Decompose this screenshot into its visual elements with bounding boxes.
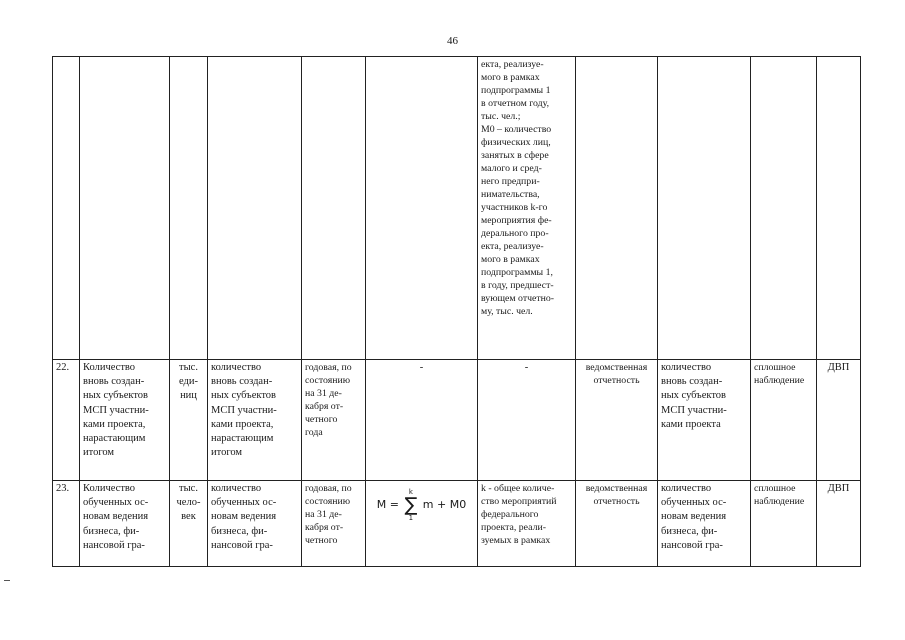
row-number: 23.: [56, 483, 70, 494]
formula-text: -: [419, 362, 424, 373]
cell-unit: [170, 57, 208, 360]
unit: тыс. чело- век: [176, 483, 201, 523]
cell-source: [576, 481, 658, 567]
cell-responsible: [817, 360, 861, 481]
formula-rhs: m + M0: [422, 498, 467, 511]
cell-object: [658, 481, 751, 567]
cell-description: [478, 360, 576, 481]
cell-object: [658, 57, 751, 360]
collection-method: сплошное наблюдение: [754, 362, 805, 386]
row-number: 22.: [56, 362, 70, 373]
table-row-23: [53, 481, 861, 567]
collection-method: сплошное наблюдение: [754, 483, 805, 507]
description-text: -: [524, 362, 529, 373]
indicator-name: Количество вновь создан- ных субъектов МСП участни- ками проекта, нарастающим итогом: [83, 362, 149, 459]
cell-responsible: [817, 481, 861, 567]
periodicity: годовая, по состоянию на 31 де- кабря от- четного: [305, 483, 352, 546]
cell-method: [751, 57, 817, 360]
cell-name: [80, 481, 170, 567]
cell-definition: [208, 57, 302, 360]
definition: количество вновь создан- ных субъектов МСП участни- ками проекта, нарастающим итогом: [211, 362, 277, 459]
cell-name: [80, 360, 170, 481]
cell-object: [658, 360, 751, 481]
responsible-body: ДВП: [827, 362, 850, 373]
cell-description: [478, 481, 576, 567]
formula: [369, 482, 474, 522]
cell-num: [53, 57, 80, 360]
table-row-continuation: [53, 57, 861, 360]
formula-lhs: M =: [376, 498, 399, 511]
table-row-22: [53, 360, 861, 481]
definition: количество обученных ос- новам ведения бизнеса, фи- нансовой гра-: [211, 483, 277, 551]
description-text: k - общее количе- ство мероприятий федерального проекта, реали- зуемых в рамках: [481, 483, 557, 546]
unit: тыс. еди- ниц: [179, 362, 198, 402]
description-text: екта, реализуе- мого в рамках подпрограммы 1 в отчетном году, тыс. чел.; М0 – количество физических лиц, занятых в сфере малого и сред- него предпри- нимательства, участников k-го мероприятия фе- дерального про- екта, реализуе- мого в рамках подпрограммы 1, в году, предшест- вующем отчетно- му, тыс. чел.: [481, 59, 555, 317]
cell-source: [576, 360, 658, 481]
cell-method: [751, 360, 817, 481]
cell-name: [80, 57, 170, 360]
observation-object: количество обученных ос- новам ведения бизнеса, фи- нансовой гра-: [661, 483, 727, 551]
scan-margin-mark: [4, 580, 10, 581]
cell-unit: [170, 481, 208, 567]
cell-periodicity: [302, 57, 366, 360]
cell-periodicity: [302, 481, 366, 567]
indicator-table: [52, 56, 861, 567]
data-source: ведомственная отчетность: [585, 483, 648, 507]
periodicity: годовая, по состоянию на 31 де- кабря от- четного года: [305, 362, 352, 438]
sum-lower-limit: 1: [408, 514, 414, 522]
indicator-name: Количество обученных ос- новам ведения бизнеса, фи- нансовой гра-: [83, 483, 149, 551]
cell-periodicity: [302, 360, 366, 481]
data-source: ведомственная отчетность: [585, 362, 648, 386]
cell-description: [478, 57, 576, 360]
sigma-symbol: ∑: [404, 494, 418, 516]
cell-method: [751, 481, 817, 567]
cell-definition: [208, 360, 302, 481]
cell-formula: [366, 57, 478, 360]
cell-unit: [170, 360, 208, 481]
cell-source: [576, 57, 658, 360]
page-number: 46: [447, 35, 458, 47]
cell-definition: [208, 481, 302, 567]
cell-num: [53, 481, 80, 567]
observation-object: количество вновь создан- ных субъектов МСП участни- ками проекта: [661, 362, 727, 430]
sum-operator: [404, 488, 417, 522]
sum-upper-limit: k: [408, 488, 413, 496]
responsible-body: ДВП: [827, 483, 850, 494]
cell-formula: [366, 481, 478, 567]
cell-num: [53, 360, 80, 481]
cell-formula: [366, 360, 478, 481]
cell-responsible: [817, 57, 861, 360]
